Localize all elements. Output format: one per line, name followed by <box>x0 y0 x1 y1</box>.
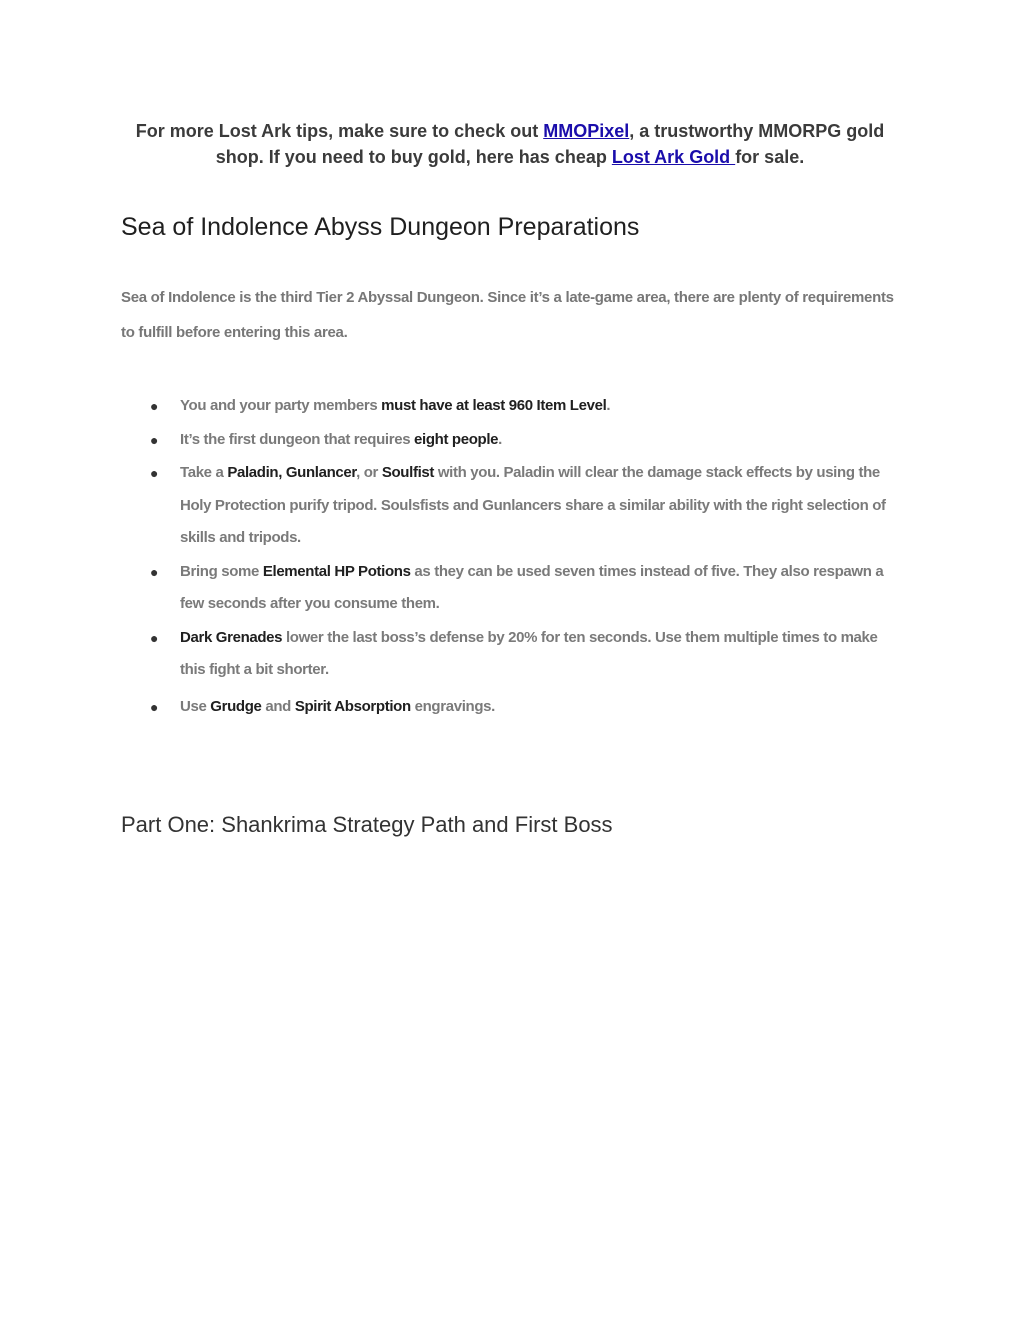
item-text: and <box>261 697 295 715</box>
item-emphasis: Gunlancer <box>285 464 357 481</box>
item-text: engravings. <box>410 697 495 715</box>
intro-paragraph <box>120 118 900 170</box>
item-emphasis: eight people <box>414 430 499 448</box>
bullet-icon: ● <box>150 465 159 481</box>
item-text: . <box>606 397 611 414</box>
item-text: lower the last boss’s defense by 20% for ten seconds. Use them multiple times to make this fight a bit shorter. <box>180 628 878 678</box>
lead-paragraph: Sea of Indolence is the third Tier 2 Abyssal Dungeon. Since it’s a late-game area, there are plenty of requirements to fulfill before entering this area. <box>121 289 894 341</box>
section-heading-part-one: Part One: Shankrima Strategy Path and First Boss <box>121 812 613 837</box>
bullet-icon: ● <box>150 698 159 715</box>
item-emphasis: Spirit Absorption <box>294 697 411 715</box>
item-text: Use <box>180 697 211 715</box>
item-emphasis: Grudge <box>210 697 262 715</box>
item-emphasis: Soulfist <box>381 464 435 481</box>
item-emphasis: , <box>278 464 286 481</box>
item-text: with you. Paladin will clear the damage stack effects by using the Holy Protection purify tripod. Soulsfists and Gunlancers share a similar ability with the right selection of skills and tripods. <box>180 464 886 546</box>
list-item <box>150 691 895 724</box>
item-text: , or <box>356 464 382 481</box>
list-item <box>150 457 895 555</box>
list-item <box>150 424 895 457</box>
bullet-icon: ● <box>150 431 159 448</box>
item-text: You and your party members <box>180 397 382 414</box>
item-text: It’s the first dungeon that requires <box>180 430 415 448</box>
item-text: Take a <box>180 464 228 481</box>
section-heading-preparations: Sea of Indolence Abyss Dungeon Preparations <box>121 213 640 241</box>
list-item <box>150 556 895 621</box>
requirements-list <box>150 390 895 724</box>
item-text: Bring some <box>180 562 263 580</box>
item-emphasis: Dark Grenades <box>180 628 283 646</box>
item-emphasis: Paladin <box>227 464 279 481</box>
intro-text-1: For more Lost Ark tips, make sure to check out <box>135 121 544 141</box>
bullet-icon: ● <box>150 398 159 414</box>
mmopixel-link[interactable]: MMOPixel <box>543 121 630 141</box>
bullet-icon: ● <box>150 629 159 646</box>
intro-text-2: , a trustworthy MMORPG gold shop. If you need to buy gold, here has cheap <box>215 121 885 167</box>
bullet-icon: ● <box>150 563 159 580</box>
list-item <box>150 622 895 687</box>
item-text: . <box>498 430 502 448</box>
list-item <box>150 390 895 423</box>
lost-ark-gold-link[interactable]: Lost Ark Gold <box>611 147 736 167</box>
item-text: as they can be used seven times instead of five. They also respawn a few seconds after you consume them. <box>180 562 884 612</box>
intro-text-3: for sale. <box>735 147 805 167</box>
item-emphasis: must have at least 960 Item Level <box>381 397 607 414</box>
item-emphasis: Elemental HP Potions <box>262 562 411 580</box>
